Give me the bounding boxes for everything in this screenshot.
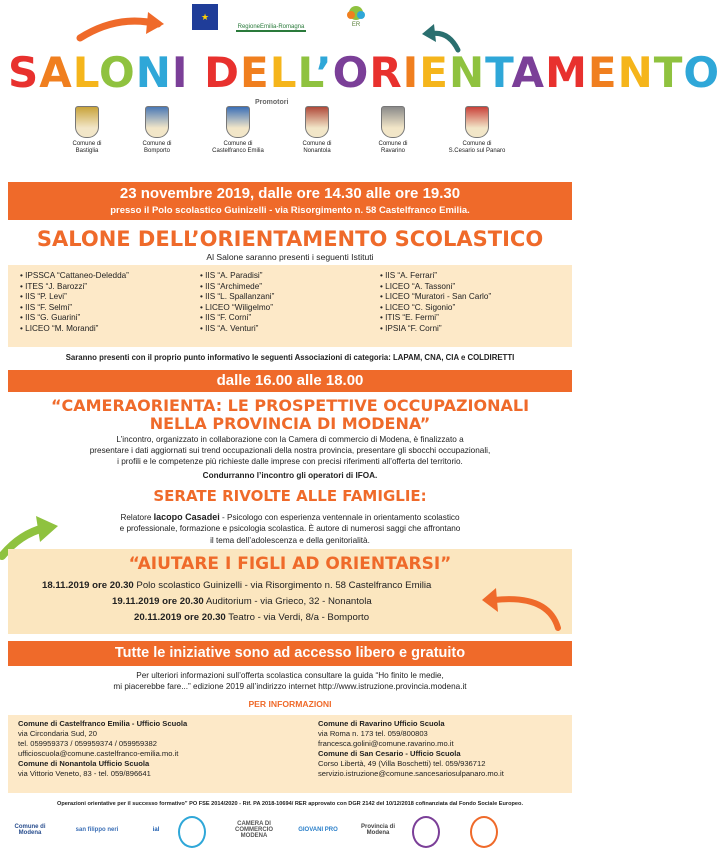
serate-r2: e professionale, formazione e psicologia scolastica. È autore di numerosi saggi che affrontano bbox=[119, 524, 461, 533]
er-tree-logo: ER bbox=[338, 4, 374, 30]
sponsor-logo: san filippo neri bbox=[75, 827, 119, 833]
free-access-banner: Tutte le iniziative sono ad accesso libero e gratuito bbox=[8, 641, 572, 666]
title-letter: A bbox=[511, 48, 546, 97]
istituto-item: • LICEO “M. Morandi” bbox=[20, 323, 99, 333]
sponsor-logo: GIOVANI PRO bbox=[298, 827, 338, 833]
title-letter: N bbox=[617, 48, 654, 97]
more-info-2: mi piacerebbe fare...” edizione 2019 all’indirizzo internet http://www.istruzione.provincia.modena.it bbox=[113, 682, 467, 691]
istituto-item: • IIS “F. Corni” bbox=[200, 313, 252, 323]
istituto-item: • IIS “A. Venturi” bbox=[200, 323, 259, 333]
date-banner bbox=[8, 182, 572, 220]
title-letter: N bbox=[449, 48, 486, 97]
title-letter: ’ bbox=[315, 48, 333, 97]
istituti-col-1 bbox=[20, 271, 129, 335]
coat-of-arms-icon bbox=[226, 106, 250, 138]
istituto-item: • LICEO “A. Tassoni” bbox=[380, 281, 456, 291]
istituto-item: • IPSIA “F. Corni” bbox=[380, 323, 442, 333]
coat-of-arms-icon bbox=[145, 106, 169, 138]
title-letter: L bbox=[269, 48, 298, 97]
title-letter: E bbox=[419, 48, 449, 97]
title-letter: I bbox=[402, 48, 420, 97]
title-letter: I bbox=[171, 48, 189, 97]
istituto-item: • IIS “L. Spallanzani” bbox=[200, 292, 275, 302]
comune-crest-6: Comune di S.Cesario sul Panaro bbox=[446, 106, 508, 155]
coat-of-arms-icon bbox=[75, 106, 99, 138]
title-letter: A bbox=[39, 48, 73, 97]
camera-p2: presentare i dati aggiornati sui trend occupazionali della nostra provincia, presentare gli sbocchi occupazionali, bbox=[89, 446, 491, 455]
serate-r1: Relatore Iacopo Casadei - Psicologo con esperienza ventennale in orientamento scolastico bbox=[120, 512, 460, 522]
decorative-orange-arrow-icon bbox=[78, 8, 168, 48]
istituto-item: • ITES “J. Barozzi” bbox=[20, 281, 88, 291]
aiutare-row: 20.11.2019 ore 20.30 Teatro - via Verdi, 8/a - Bomporto bbox=[134, 612, 370, 623]
istituto-item: • LICEO “C. Sigonio” bbox=[380, 302, 456, 312]
title-letter: D bbox=[204, 48, 241, 97]
title-letter: T bbox=[485, 48, 512, 97]
salone-subtitle: Al Salone saranno presenti i seguenti Istituti bbox=[206, 252, 374, 262]
title-letter: L bbox=[72, 48, 100, 97]
title-letter bbox=[189, 48, 205, 97]
salone-title: SALONE DELL’ORIENTAMENTO SCOLASTICO bbox=[36, 227, 544, 251]
title-letter: S bbox=[8, 48, 40, 97]
regione-emilia-romagna-logo: RegioneEmilia-Romagna bbox=[236, 4, 306, 32]
serate-title: SERATE RIVOLTE ALLE FAMIGLIE: bbox=[153, 487, 427, 505]
aiutare-row: 18.11.2019 ore 20.30 Polo scolastico Guinizelli - via Risorgimento n. 58 Castelfranco Emilia bbox=[42, 580, 432, 591]
coat-of-arms-icon bbox=[305, 106, 329, 138]
per-informazioni-label: PER INFORMAZIONI bbox=[248, 699, 332, 709]
tree-icon bbox=[345, 6, 367, 22]
istituto-item: • IIS “G. Guarini” bbox=[20, 313, 81, 323]
date-line: 23 novembre 2019, dalle ore 14.30 alle ore 19.30 bbox=[119, 185, 461, 202]
istituti-col-3 bbox=[380, 271, 491, 335]
istituto-item: • LICEO “Wiligelmo” bbox=[200, 302, 273, 312]
comune-crest-1: Comune di Bastiglia bbox=[56, 106, 118, 155]
sponsor-logo: CAMERA DI COMMERCIO MODENA bbox=[235, 821, 273, 839]
istituto-item: • IIS “A. Ferrari” bbox=[380, 271, 437, 280]
main-title bbox=[8, 48, 720, 98]
serate-r3: il tema dell’adolescenza e della genitorialità. bbox=[210, 536, 370, 545]
aiutare-title: “AIUTARE I FIGLI AD ORIENTARSI” bbox=[128, 554, 452, 574]
sponsor-logo bbox=[470, 816, 498, 848]
time-banner: dalle 16.00 alle 18.00 bbox=[8, 370, 572, 392]
istituto-item: • IIS “A. Paradisi” bbox=[200, 271, 263, 280]
istituto-item: • IIS “Archimede” bbox=[200, 281, 263, 291]
coat-of-arms-icon bbox=[381, 106, 405, 138]
san-cesario-email-link[interactable]: servizio.istruzione@comune.sancesariosulpanaro.mo.it bbox=[318, 769, 504, 778]
contacts-left: Comune di Castelfranco Emilia - Ufficio Scuola via Circondaria Sud, 20 tel. 059959373 / 059959374 / 059959382 ufficioscuola@comune.castelfranco-emilia.mo.it Comune di Nonantola Ufficio Scuola via Vittorio Veneto, 83 - tel. 059/896641 bbox=[18, 719, 288, 779]
camera-title-2: NELLA PROVINCIA DI MODENA” bbox=[149, 414, 431, 433]
aiutare-row: 19.11.2019 ore 20.30 Auditorium - via Grieco, 32 - Nonantola bbox=[112, 596, 372, 607]
title-letter: R bbox=[369, 48, 403, 97]
decorative-orange-curve-icon bbox=[478, 584, 568, 632]
sponsor-logo: Provincia di Modena bbox=[360, 824, 395, 836]
title-letter: E bbox=[240, 48, 270, 97]
istituti-col-2 bbox=[200, 271, 274, 335]
istituto-item: • IPSSCA “Cattaneo-Deledda” bbox=[20, 271, 129, 280]
comune-crest-4: Comune di Nonantola bbox=[286, 106, 348, 155]
sponsor-logo bbox=[178, 816, 206, 848]
comune-crest-5: Comune di Ravarino bbox=[362, 106, 424, 155]
footer-note: Operazioni orientative per il successo formativo” PO FSE 2014/2020 - Rif. PA 2018-10694/ RER approvato con DGR 2142 del 10/12/2018 cofinanziata dal Fondo Sociale Europeo. bbox=[57, 801, 523, 807]
title-letter: E bbox=[587, 48, 618, 97]
location-line: presso il Polo scolastico Guinizelli - via Risorgimento n. 58 Castelfranco Emilia. bbox=[110, 205, 470, 216]
title-letter: O bbox=[99, 48, 136, 97]
comune-crest-3: Comune di Castelfranco Emilia bbox=[207, 106, 269, 155]
camera-title-1: “CAMERAORIENTA: LE PROSPETTIVE OCCUPAZIONALI bbox=[50, 396, 530, 415]
camera-p4: Condurranno l’incontro gli operatori di IFOA. bbox=[202, 471, 378, 480]
comune-crest-2: Comune di Bomporto bbox=[126, 106, 188, 155]
contacts-right: Comune di Ravarino Ufficio Scuola via Roma n. 173 tel. 059/800803 francesca.golini@comune.ravarino.mo.it Comune di San Cesario - Ufficio Scuola Corso Libertà, 49 (Villa Boschetti) tel. 059/936712 servizio.istruzione@comune.sancesariosulpanaro.mo.it bbox=[318, 719, 568, 779]
more-info-1: Per ulteriori informazioni sull’offerta scolastica consultare la guida “Ho finito le medie, bbox=[136, 671, 444, 680]
promotori-label: Promotori bbox=[255, 99, 289, 106]
title-letter: O bbox=[332, 48, 370, 97]
istituto-item: • IIS “F. Selmi” bbox=[20, 302, 72, 312]
camera-p1: L’incontro, organizzato in collaborazione con la Camera di commercio di Modena, è finalizzato a bbox=[116, 435, 464, 444]
castelfranco-email-link[interactable]: ufficioscuola@comune.castelfranco-emilia.mo.it bbox=[18, 749, 179, 758]
sponsor-logo bbox=[412, 816, 440, 848]
camera-p3: i profili e le competenze più richieste dalle imprese con precisi riferimenti all’offerta del territorio. bbox=[117, 457, 463, 466]
sponsor-logo: ial bbox=[152, 827, 160, 833]
coat-of-arms-icon bbox=[465, 106, 489, 138]
ravarino-email-link[interactable]: francesca.golini@comune.ravarino.mo.it bbox=[318, 739, 454, 748]
title-letter: M bbox=[545, 48, 588, 97]
sponsor-logo: Comune di Modena bbox=[14, 824, 46, 836]
title-letter: L bbox=[297, 48, 316, 97]
istituto-item: • ITIS “E. Fermi” bbox=[380, 313, 439, 323]
relatore-name: Iacopo Casadei bbox=[153, 512, 220, 522]
associazioni-text: Saranno presenti con il proprio punto informativo le seguenti Associazioni di categoria: LAPAM, CNA, CIA e COLDIRETTI bbox=[65, 353, 515, 362]
title-letter: O bbox=[683, 48, 720, 97]
title-letter: N bbox=[135, 48, 172, 97]
istituto-item: • IIS “P. Levi” bbox=[20, 292, 67, 302]
title-letter: T bbox=[653, 48, 684, 97]
istituto-item: • LICEO “Muratori - San Carlo” bbox=[380, 292, 492, 302]
eu-flag-logo: ★ bbox=[192, 4, 218, 30]
